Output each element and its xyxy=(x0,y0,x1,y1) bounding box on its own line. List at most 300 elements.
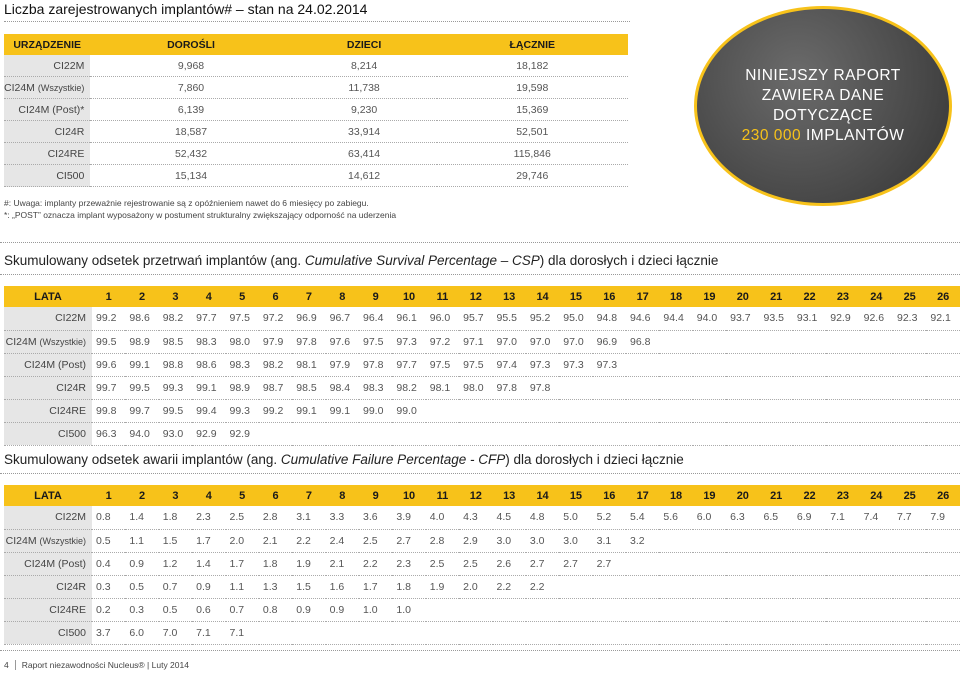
device-suffix: (Wszystkie) xyxy=(39,535,86,546)
table-cell xyxy=(793,353,826,376)
year-header: 19 xyxy=(693,485,726,506)
table-cell xyxy=(893,330,926,353)
table-cell xyxy=(659,529,692,552)
page-footer xyxy=(4,660,189,670)
device-name xyxy=(4,422,92,445)
table-cell xyxy=(693,353,726,376)
table-cell xyxy=(893,621,926,644)
table-cell: 98.6 xyxy=(125,307,158,330)
cfp-section-title xyxy=(4,452,684,467)
page-number: 4 xyxy=(4,660,16,670)
table-cell: 3.1 xyxy=(292,506,325,529)
table-cell xyxy=(826,399,859,422)
table-cell: 2.5 xyxy=(226,506,259,529)
table-cell xyxy=(860,422,893,445)
table-cell: 99.6 xyxy=(92,353,125,376)
device-name xyxy=(4,529,92,552)
table-cell xyxy=(593,376,626,399)
table-cell xyxy=(559,399,592,422)
table-cell xyxy=(826,422,859,445)
table-cell: 0.8 xyxy=(92,506,125,529)
children-count: 9,230 xyxy=(292,99,437,121)
table-cell xyxy=(926,330,960,353)
device-name xyxy=(4,376,92,399)
table-cell xyxy=(459,399,492,422)
table-cell: 1.9 xyxy=(292,552,325,575)
table-cell xyxy=(292,422,325,445)
table-cell: 95.0 xyxy=(559,307,592,330)
table-cell: 99.5 xyxy=(92,330,125,353)
table-cell xyxy=(659,422,692,445)
table-cell xyxy=(426,422,459,445)
table-cell: 97.0 xyxy=(559,330,592,353)
table-cell xyxy=(659,353,692,376)
table-cell: 1.8 xyxy=(392,575,425,598)
table-cell: 97.8 xyxy=(526,376,559,399)
table-cell: 97.6 xyxy=(326,330,359,353)
year-header: 10 xyxy=(392,286,425,307)
table-cell xyxy=(726,422,759,445)
table-cell: 1.1 xyxy=(125,529,158,552)
csp-title-em: Cumulative Survival Percentage – CSP xyxy=(304,253,540,268)
table-cell xyxy=(392,422,425,445)
table-cell: 97.5 xyxy=(359,330,392,353)
cfp-title-text: ) dla dorosłych i dzieci łącznie xyxy=(505,452,684,467)
table-cell xyxy=(493,621,526,644)
table-cell xyxy=(726,621,759,644)
table-cell xyxy=(760,575,793,598)
year-header: 9 xyxy=(359,286,392,307)
table-cell: 2.0 xyxy=(226,529,259,552)
device-name xyxy=(4,330,92,353)
table-cell: 2.1 xyxy=(326,552,359,575)
table-cell: 1.7 xyxy=(226,552,259,575)
table-cell xyxy=(860,399,893,422)
table-cell: 2.3 xyxy=(392,552,425,575)
year-header: 9 xyxy=(359,485,392,506)
year-header: 16 xyxy=(593,286,626,307)
table-cell xyxy=(593,399,626,422)
table-cell xyxy=(793,575,826,598)
table-cell xyxy=(659,621,692,644)
table-cell xyxy=(726,353,759,376)
cfp-row xyxy=(4,621,960,644)
table-cell: 95.7 xyxy=(459,307,492,330)
device-label: CI22M xyxy=(53,59,85,72)
table-cell xyxy=(760,376,793,399)
table-cell xyxy=(926,399,960,422)
table-cell xyxy=(426,399,459,422)
table-cell: 97.5 xyxy=(459,353,492,376)
table-cell: 4.8 xyxy=(526,506,559,529)
table-cell: 3.0 xyxy=(559,529,592,552)
table-cell xyxy=(359,621,392,644)
device-label: CI24R xyxy=(56,580,86,593)
device-label: CI22M xyxy=(55,511,86,524)
table-cell: 93.0 xyxy=(159,422,192,445)
cfp-row xyxy=(4,506,960,529)
table-cell xyxy=(626,399,659,422)
table-cell xyxy=(793,422,826,445)
table-cell xyxy=(926,598,960,621)
table-cell: 1.7 xyxy=(192,529,225,552)
device-label: CI24M xyxy=(5,335,37,348)
table-cell xyxy=(860,598,893,621)
table-cell xyxy=(893,399,926,422)
table-cell: 93.7 xyxy=(726,307,759,330)
table-cell: 4.0 xyxy=(426,506,459,529)
cfp-title-text: Skumulowany odsetek awarii implantów (ang. xyxy=(4,452,281,467)
adults-count: 18,587 xyxy=(90,121,291,143)
device-label: CI24R xyxy=(54,125,85,138)
table-cell: 5.0 xyxy=(559,506,592,529)
column-header: URZĄDZENIE xyxy=(4,34,90,55)
table-cell: 96.7 xyxy=(326,307,359,330)
table-cell: 98.1 xyxy=(292,353,325,376)
table-cell: 2.3 xyxy=(192,506,225,529)
csp-section-title xyxy=(4,253,718,268)
table-cell: 0.6 xyxy=(192,598,225,621)
adults-count: 15,134 xyxy=(90,165,291,187)
table-cell: 98.0 xyxy=(226,330,259,353)
table-cell xyxy=(860,529,893,552)
device-label: CI24R xyxy=(56,381,86,394)
table-cell: 97.3 xyxy=(392,330,425,353)
year-header: 16 xyxy=(593,485,626,506)
table-cell xyxy=(726,529,759,552)
table-cell xyxy=(259,422,292,445)
table-cell: 98.4 xyxy=(326,376,359,399)
year-header: 12 xyxy=(459,286,492,307)
table-cell: 95.5 xyxy=(493,307,526,330)
table-cell: 94.4 xyxy=(659,307,692,330)
table-cell xyxy=(259,621,292,644)
table-cell: 1.8 xyxy=(159,506,192,529)
table-cell xyxy=(693,598,726,621)
table-cell xyxy=(793,376,826,399)
table-cell: 2.7 xyxy=(593,552,626,575)
table-cell xyxy=(626,598,659,621)
year-header: 14 xyxy=(526,286,559,307)
device-label: CI24M (Post) xyxy=(24,557,86,570)
table-cell: 2.1 xyxy=(259,529,292,552)
total-count: 52,501 xyxy=(437,121,628,143)
table-cell: 97.3 xyxy=(526,353,559,376)
table-cell xyxy=(926,575,960,598)
year-header: 7 xyxy=(292,485,325,506)
callout-count: 230 000 xyxy=(741,127,802,144)
table-cell xyxy=(493,399,526,422)
table-cell xyxy=(593,621,626,644)
table-cell: 98.7 xyxy=(259,376,292,399)
table-cell xyxy=(826,529,859,552)
year-header: 21 xyxy=(760,286,793,307)
table-cell: 3.3 xyxy=(326,506,359,529)
table-cell: 1.6 xyxy=(326,575,359,598)
table-cell: 1.0 xyxy=(392,598,425,621)
table-cell xyxy=(426,598,459,621)
device-name xyxy=(4,143,90,165)
table-cell xyxy=(893,376,926,399)
year-header: 3 xyxy=(159,286,192,307)
year-header: 22 xyxy=(793,485,826,506)
table-cell: 2.6 xyxy=(493,552,526,575)
cfp-table xyxy=(4,485,960,645)
table-cell xyxy=(893,598,926,621)
table-cell: 6.3 xyxy=(726,506,759,529)
table-cell: 92.3 xyxy=(893,307,926,330)
year-header: 12 xyxy=(459,485,492,506)
device-name xyxy=(4,307,92,330)
column-header: DZIECI xyxy=(292,34,437,55)
table-cell: 2.7 xyxy=(559,552,592,575)
table-cell xyxy=(693,552,726,575)
table-cell: 1.9 xyxy=(426,575,459,598)
csp-row xyxy=(4,353,960,376)
registry-table xyxy=(4,34,628,187)
adults-count: 7,860 xyxy=(90,77,291,99)
table-cell: 99.1 xyxy=(292,399,325,422)
table-cell: 92.9 xyxy=(226,422,259,445)
table-cell xyxy=(893,575,926,598)
table-cell: 2.7 xyxy=(526,552,559,575)
table-cell xyxy=(760,399,793,422)
table-cell xyxy=(326,621,359,644)
table-cell: 98.6 xyxy=(192,353,225,376)
csp-row xyxy=(4,376,960,399)
table-cell: 1.5 xyxy=(292,575,325,598)
total-count: 29,746 xyxy=(437,165,628,187)
children-count: 33,914 xyxy=(292,121,437,143)
table-cell xyxy=(526,422,559,445)
table-cell: 0.9 xyxy=(125,552,158,575)
total-count: 115,846 xyxy=(437,143,628,165)
table-cell xyxy=(893,529,926,552)
year-header: 11 xyxy=(426,286,459,307)
table-cell: 1.0 xyxy=(359,598,392,621)
year-header: 1 xyxy=(92,485,125,506)
table-cell: 96.9 xyxy=(292,307,325,330)
table-cell: 0.5 xyxy=(92,529,125,552)
table-cell xyxy=(893,353,926,376)
table-cell xyxy=(626,575,659,598)
year-header: 25 xyxy=(893,286,926,307)
table-cell xyxy=(659,376,692,399)
device-name xyxy=(4,552,92,575)
table-cell: 3.7 xyxy=(92,621,125,644)
table-cell: 2.7 xyxy=(392,529,425,552)
table-cell: 98.3 xyxy=(359,376,392,399)
table-cell: 96.0 xyxy=(426,307,459,330)
table-cell: 97.7 xyxy=(192,307,225,330)
table-cell: 94.0 xyxy=(125,422,158,445)
table-cell: 96.9 xyxy=(593,330,626,353)
table-cell xyxy=(593,598,626,621)
table-cell: 3.1 xyxy=(593,529,626,552)
table-cell: 0.8 xyxy=(259,598,292,621)
table-cell: 98.9 xyxy=(125,330,158,353)
device-name xyxy=(4,77,90,99)
device-label: CI24RE xyxy=(49,404,86,417)
year-header: 26 xyxy=(926,485,960,506)
years-header: LATA xyxy=(4,485,92,506)
total-count: 19,598 xyxy=(437,77,628,99)
table-cell xyxy=(860,353,893,376)
device-label: CI24RE xyxy=(47,147,85,160)
table-cell xyxy=(392,621,425,644)
table-cell xyxy=(793,529,826,552)
total-count: 15,369 xyxy=(437,99,628,121)
year-header: 15 xyxy=(559,286,592,307)
table-cell xyxy=(893,552,926,575)
table-cell xyxy=(693,621,726,644)
csp-row xyxy=(4,399,960,422)
registry-row xyxy=(4,165,628,187)
table-cell: 98.5 xyxy=(292,376,325,399)
callout-line: NINIEJSZY RAPORT xyxy=(745,67,901,84)
table-cell xyxy=(693,422,726,445)
table-cell: 98.2 xyxy=(159,307,192,330)
table-cell xyxy=(860,575,893,598)
footnote-hash: #: Uwaga: implanty przeważnie rejestrowanie są z opóźnieniem nawet do 6 miesięcy po zabiegu. xyxy=(4,198,369,208)
year-header: 13 xyxy=(493,286,526,307)
table-cell: 95.2 xyxy=(526,307,559,330)
table-cell: 98.5 xyxy=(159,330,192,353)
table-cell: 99.1 xyxy=(326,399,359,422)
adults-count: 9,968 xyxy=(90,55,291,77)
table-cell: 3.0 xyxy=(526,529,559,552)
table-cell: 93.5 xyxy=(760,307,793,330)
year-header: 10 xyxy=(392,485,425,506)
device-name xyxy=(4,506,92,529)
adults-count: 6,139 xyxy=(90,99,291,121)
table-cell xyxy=(459,422,492,445)
device-suffix: (Wszystkie) xyxy=(39,336,86,347)
divider xyxy=(0,473,960,474)
table-cell xyxy=(559,621,592,644)
table-cell xyxy=(659,399,692,422)
table-cell: 1.3 xyxy=(259,575,292,598)
table-cell: 98.3 xyxy=(226,353,259,376)
table-cell xyxy=(826,598,859,621)
year-header: 7 xyxy=(292,286,325,307)
table-cell: 1.2 xyxy=(159,552,192,575)
table-cell: 99.1 xyxy=(192,376,225,399)
table-cell xyxy=(726,399,759,422)
table-cell: 4.3 xyxy=(459,506,492,529)
device-label: CI500 xyxy=(57,427,86,440)
table-cell: 6.5 xyxy=(760,506,793,529)
table-cell xyxy=(726,552,759,575)
table-cell: 0.9 xyxy=(326,598,359,621)
device-label: CI24RE xyxy=(49,603,86,616)
table-cell xyxy=(626,353,659,376)
table-cell xyxy=(559,376,592,399)
table-cell: 7.9 xyxy=(926,506,960,529)
table-cell: 2.5 xyxy=(459,552,492,575)
device-name xyxy=(4,55,90,77)
table-cell xyxy=(726,598,759,621)
device-name xyxy=(4,399,92,422)
year-header: 17 xyxy=(626,485,659,506)
table-cell: 96.1 xyxy=(392,307,425,330)
device-label: CI22M xyxy=(55,312,86,325)
table-cell: 0.9 xyxy=(292,598,325,621)
table-cell xyxy=(292,621,325,644)
table-cell xyxy=(626,376,659,399)
table-cell: 97.5 xyxy=(426,353,459,376)
table-cell: 97.8 xyxy=(292,330,325,353)
table-cell: 94.6 xyxy=(626,307,659,330)
table-cell: 0.2 xyxy=(92,598,125,621)
year-header: 23 xyxy=(826,485,859,506)
year-header: 5 xyxy=(226,286,259,307)
children-count: 63,414 xyxy=(292,143,437,165)
table-cell: 98.2 xyxy=(392,376,425,399)
table-cell xyxy=(659,552,692,575)
table-cell: 1.4 xyxy=(192,552,225,575)
registry-row xyxy=(4,143,628,165)
cfp-row xyxy=(4,529,960,552)
page-title: Liczba zarejestrowanych implantów# – stan na 24.02.2014 xyxy=(4,1,368,17)
table-cell xyxy=(559,598,592,621)
table-cell xyxy=(526,621,559,644)
table-cell: 98.2 xyxy=(259,353,292,376)
table-cell: 2.2 xyxy=(359,552,392,575)
table-cell xyxy=(693,330,726,353)
divider xyxy=(4,21,630,22)
device-label: CI24M xyxy=(4,81,35,94)
table-cell: 97.2 xyxy=(259,307,292,330)
table-cell xyxy=(626,621,659,644)
table-cell xyxy=(326,422,359,445)
table-cell xyxy=(760,529,793,552)
device-name xyxy=(4,575,92,598)
table-cell xyxy=(926,621,960,644)
table-cell: 2.5 xyxy=(359,529,392,552)
table-cell xyxy=(826,376,859,399)
table-cell xyxy=(693,529,726,552)
year-header: 14 xyxy=(526,485,559,506)
implant-count-callout xyxy=(694,6,952,206)
table-cell xyxy=(760,330,793,353)
table-cell xyxy=(826,330,859,353)
table-cell: 0.4 xyxy=(92,552,125,575)
table-cell: 3.2 xyxy=(626,529,659,552)
table-cell: 97.3 xyxy=(593,353,626,376)
year-header: 1 xyxy=(92,286,125,307)
table-cell xyxy=(760,598,793,621)
table-cell xyxy=(459,598,492,621)
table-cell: 97.8 xyxy=(359,353,392,376)
table-cell: 96.8 xyxy=(626,330,659,353)
table-cell: 2.4 xyxy=(326,529,359,552)
table-cell: 93.1 xyxy=(793,307,826,330)
total-count: 18,182 xyxy=(437,55,628,77)
cfp-row xyxy=(4,552,960,575)
divider xyxy=(0,242,960,243)
table-cell: 6.0 xyxy=(693,506,726,529)
cfp-row xyxy=(4,575,960,598)
table-cell: 99.3 xyxy=(226,399,259,422)
device-name xyxy=(4,598,92,621)
year-header: 22 xyxy=(793,286,826,307)
table-cell xyxy=(626,422,659,445)
table-cell: 0.5 xyxy=(125,575,158,598)
table-cell: 1.8 xyxy=(259,552,292,575)
table-cell: 5.6 xyxy=(659,506,692,529)
year-header: 17 xyxy=(626,286,659,307)
